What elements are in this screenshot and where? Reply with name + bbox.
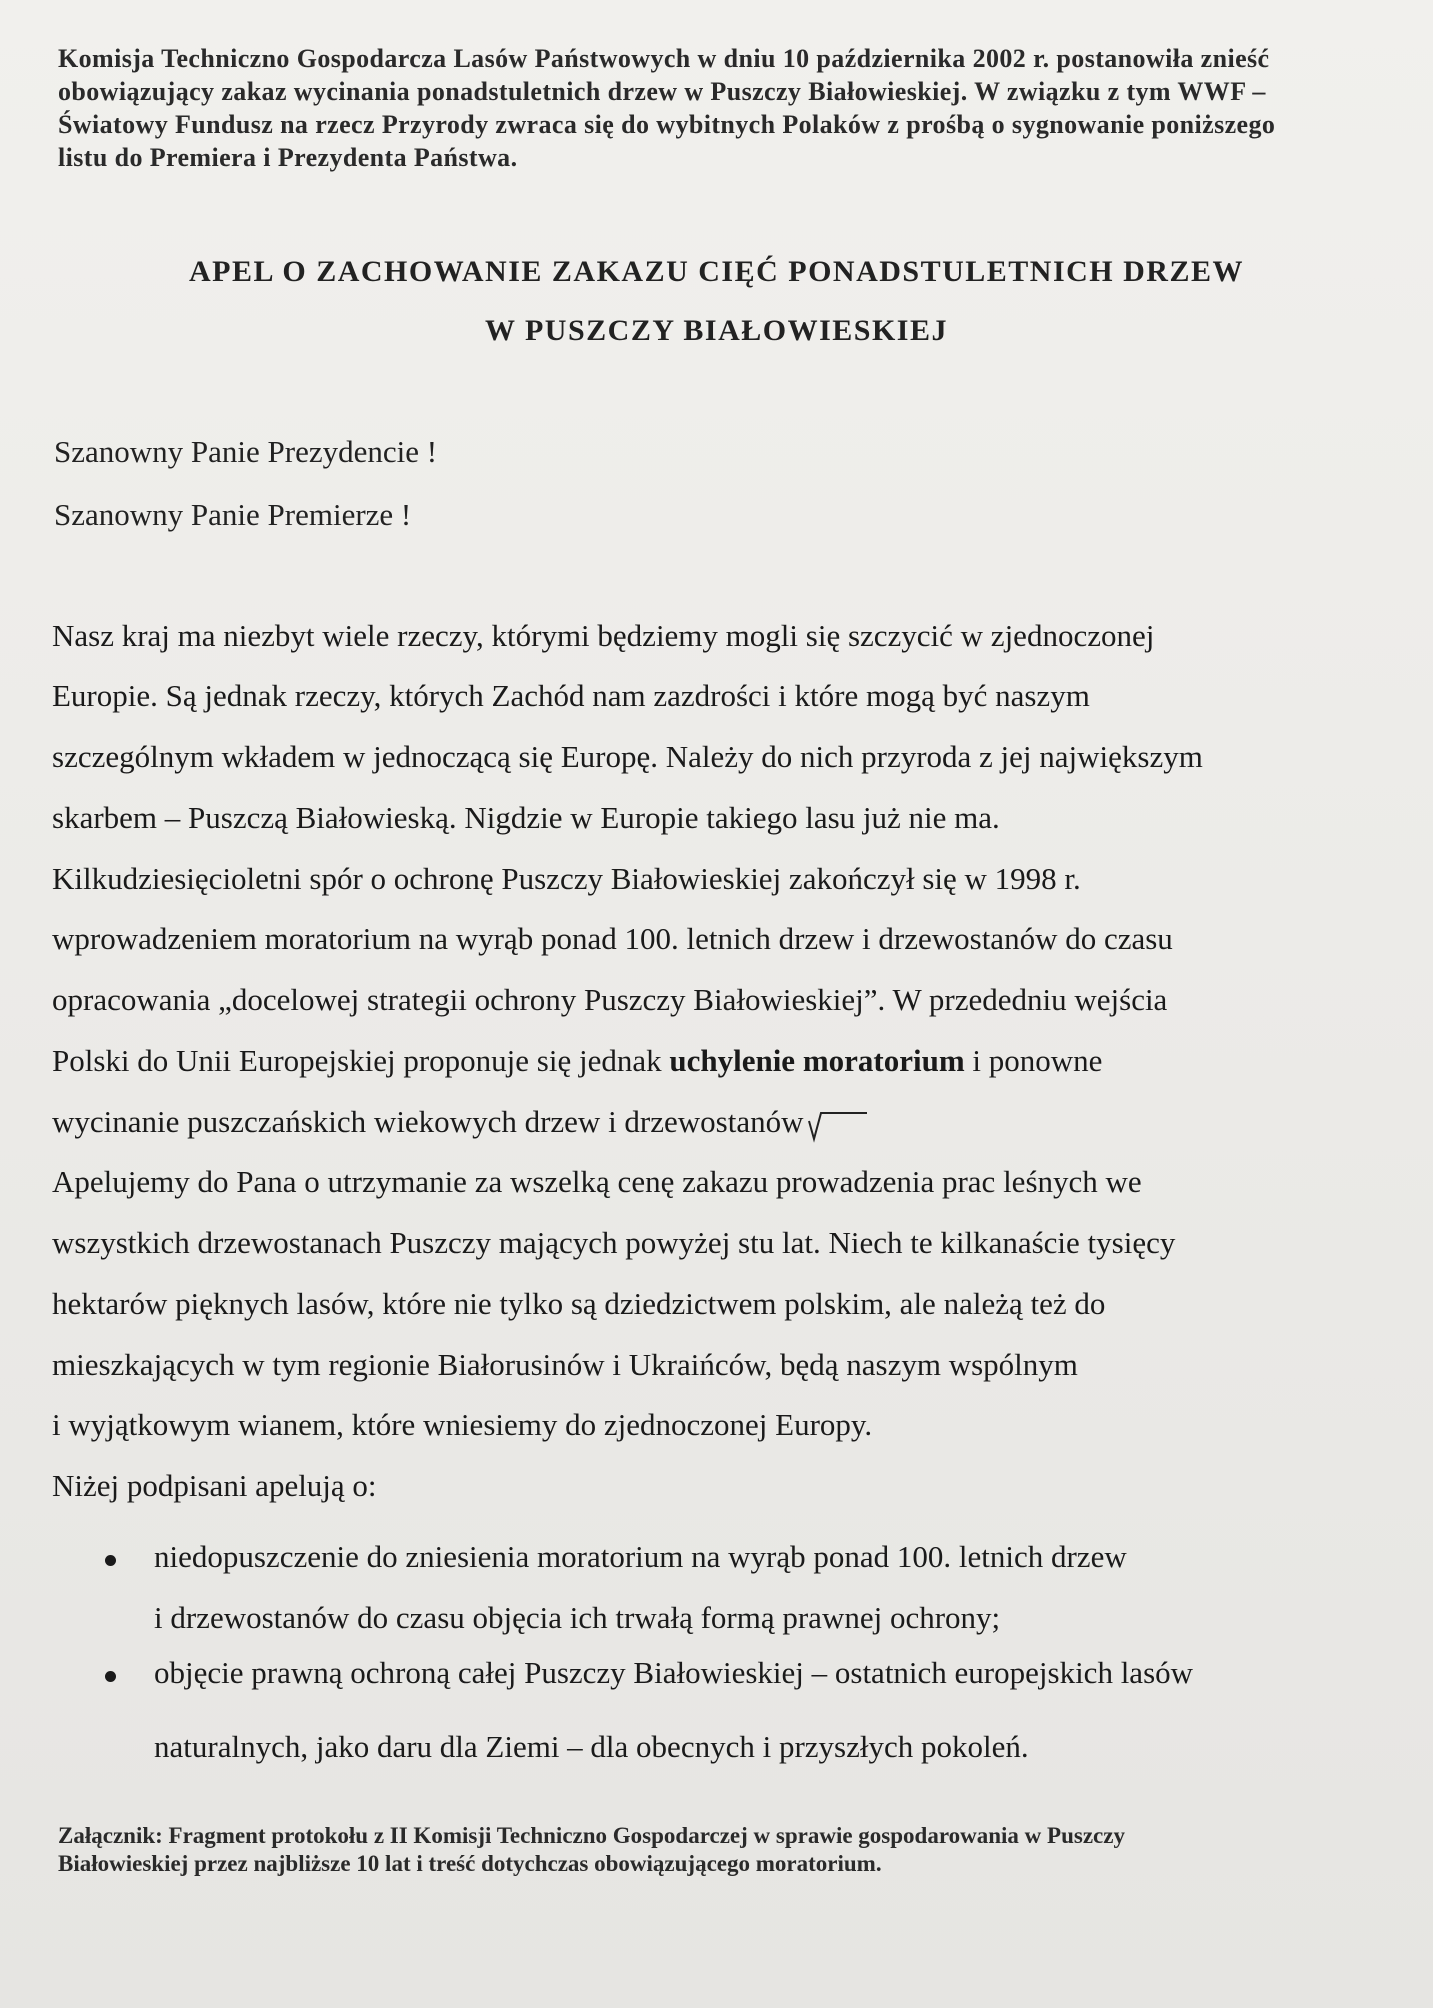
attachment-line: Załącznik: Fragment protokołu z II Komisji Techniczno Gospodarczej w sprawie gospodarowania w Puszczy [58,1823,1125,1848]
body-text: i ponowne [964,1043,1103,1078]
handwritten-check-icon [807,1107,871,1143]
intro-line: Światowy Fundusz na rzecz Przyrody zwraca się do wybitnych Polaków z prośbą o sygnowanie poniższego [58,110,1276,139]
intro-line: listu do Premiera i Prezydenta Państwa. [58,143,518,172]
body-text: wycinanie puszczańskich wiekowych drzew i drzewostanów [52,1104,804,1139]
body-line: Apelujemy do Pana o utrzymanie za wszelką cenę zakazu prowadzenia prac leśnych we [52,1164,1142,1199]
intro-paragraph [58,42,1408,174]
salutation-prime-minister: Szanowny Panie Premierze ! [54,497,412,532]
body-line: szczególnym wkładem w jednoczącą się Europę. Należy do nich przyroda z jej największym [52,739,1203,774]
body-line: i wyjątkowym wianem, które wniesiemy do zjednoczonej Europy. [52,1407,873,1442]
body-line-with-emphasis [52,1043,1102,1079]
body-line: hektarów pięknych lasów, które nie tylko są dziedzictwem polskim, ale należą też do [52,1286,1106,1321]
attachment-line: Białowieskiej przez najbliższe 10 lat i treść dotychczas obowiązującego moratorium. [58,1851,882,1876]
intro-line: obowiązujący zakaz wycinania ponadstuletnich drzew w Puszczy Białowieskiej. W związku z tym WWF – [58,77,1266,106]
body-line: skarbem – Puszczą Białowieską. Nigdzie w Europie takiego lasu już nie ma. [52,800,1000,835]
bullet-item-line: i drzewostanów do czasu objęcia ich trwałą formą prawnej ochrony; [154,1600,1001,1635]
bullet-icon [105,1555,116,1566]
body-line: Niżej podpisani apelują o: [52,1468,377,1503]
body-line: opracowania „docelowej strategii ochrony Puszczy Białowieskiej”. W przededniu wejścia [52,982,1168,1017]
body-line: wprowadzeniem moratorium na wyrąb ponad 100. letnich drzew i drzewostanów do czasu [52,921,1173,956]
body-line: wszystkich drzewostanach Puszczy mających powyżej stu lat. Niech te kilkanaście tysięcy [52,1225,1176,1260]
body-line: mieszkających w tym regionie Białorusinów i Ukraińców, będą naszym wspólnym [52,1347,1078,1382]
emphasis-text: uchylenie moratorium [669,1043,965,1078]
intro-line: Komisja Techniczno Gospodarcza Lasów Państwowych w dniu 10 października 2002 r. postanowiła znieść [58,44,1270,73]
body-line [52,1104,871,1143]
body-line: Kilkudziesięcioletni spór o ochronę Puszczy Białowieskiej zakończył się w 1998 r. [52,861,1081,896]
body-text: Polski do Unii Europejskiej proponuje się jednak [52,1043,670,1078]
document-title-line-1: APEL O ZACHOWANIE ZAKAZU CIĘĆ PONADSTULETNICH DRZEW [189,255,1244,288]
body-line: Europie. Są jednak rzeczy, których Zachód nam zazdrości i które mogą być naszym [52,678,1090,713]
document-title-line-2: W PUSZCZY BIAŁOWIESKIEJ [485,314,948,347]
bullet-item-line: naturalnych, jako daru dla Ziemi – dla obecnych i przyszłych pokoleń. [154,1729,1029,1764]
attachment-note [58,1822,1358,1878]
bullet-icon [105,1671,116,1682]
bullet-item-line: niedopuszczenie do zniesienia moratorium na wyrąb ponad 100. letnich drzew [154,1539,1127,1574]
bullet-item-line: objęcie prawną ochroną całej Puszczy Białowieskiej – ostatnich europejskich lasów [154,1655,1194,1690]
body-line: Nasz kraj ma niezbyt wiele rzeczy, którymi będziemy mogli się szczycić w zjednoczonej [52,618,1155,653]
salutation-president: Szanowny Panie Prezydencie ! [54,434,438,469]
